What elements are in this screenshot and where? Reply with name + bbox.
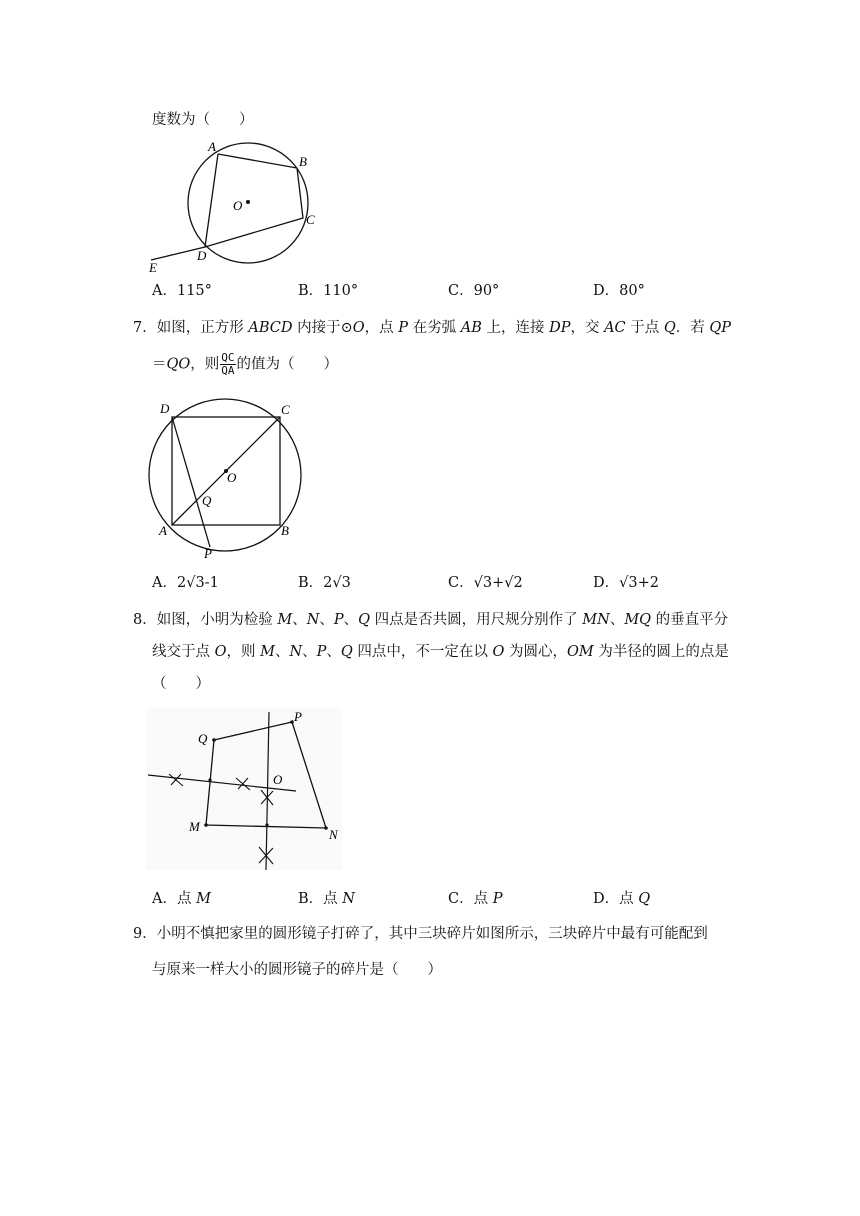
q7-figure [148, 395, 313, 567]
q6-figure [145, 135, 335, 275]
q8-stem-line3: （ ） [152, 676, 210, 692]
q7-choice-d[interactable]: D．√3+2 [593, 575, 659, 591]
q8-label-O: O [273, 772, 283, 787]
q7-choice-c[interactable]: C．√3+√2 [448, 575, 523, 591]
q7-label-P: P [204, 546, 212, 561]
q7-label-Q: Q [202, 493, 212, 508]
q7-label-B: B [281, 523, 289, 538]
q7-choice-a[interactable]: A．2√3-1 [152, 575, 219, 591]
q9-stem-line2: 与原来一样大小的圆形镜子的碎片是（ ） [152, 962, 442, 978]
q7-label-A: A [159, 523, 167, 538]
q8-stem-line2: 线交于点 O，则 M、N、P、Q 四点中，不一定在以 O 为圆心，OM 为半径的圆上的点是 [152, 644, 729, 660]
q8-choice-d[interactable]: D．点 Q [593, 891, 651, 907]
q7-label-C: C [281, 402, 290, 417]
q6-label-D: D [197, 248, 207, 263]
q7-choice-b[interactable]: B．2√3 [298, 575, 351, 591]
q8-stem-line1: 8．如图，小明为检验 M、N、P、Q 四点是否共圆，用尺规分别作了 MN、MQ 的垂直平分 [133, 612, 729, 628]
q8-choice-c[interactable]: C．点 P [448, 891, 503, 907]
q7-label-O: O [227, 470, 237, 485]
q8-label-P: P [294, 709, 302, 724]
q6-choice-b[interactable]: B．110° [298, 283, 359, 299]
q6-tail-text: 度数为（ ） [152, 112, 254, 128]
q6-choice-a[interactable]: A．115° [152, 283, 212, 299]
q7-label-D: D [160, 401, 170, 416]
q8-label-N: N [329, 827, 338, 842]
q8-choice-a[interactable]: A．点 M [152, 891, 211, 907]
q8-choice-b[interactable]: B．点 N [298, 891, 355, 907]
q8-label-Q: Q [198, 731, 208, 746]
q6-choice-d[interactable]: D．80° [593, 283, 645, 299]
q6-label-C: C [306, 212, 315, 227]
q6-label-O: O [233, 198, 243, 213]
q6-choice-c[interactable]: C．90° [448, 283, 500, 299]
q7-fraction: $\frac{QC}{QA}$ [221, 351, 235, 377]
q6-label-B: B [299, 154, 307, 169]
q8-label-M: M [189, 819, 200, 834]
q9-stem-line1: 9．小明不慎把家里的圆形镜子打碎了，其中三块碎片如图所示，三块碎片中最有可能配到 [133, 926, 708, 942]
q7-stem-line2: ＝QO，则 $\frac{QC}{QA}$ 的值为（ ） [152, 351, 339, 377]
q6-label-E: E [149, 260, 157, 275]
q6-label-A: A [208, 139, 216, 154]
q7-stem-line1: 7．如图，正方形 ABCD 内接于⊙O，点 P 在劣弧 AB 上，连接 DP，交 AC 于点 Q．若 QP [133, 320, 732, 336]
q8-figure [146, 708, 346, 873]
